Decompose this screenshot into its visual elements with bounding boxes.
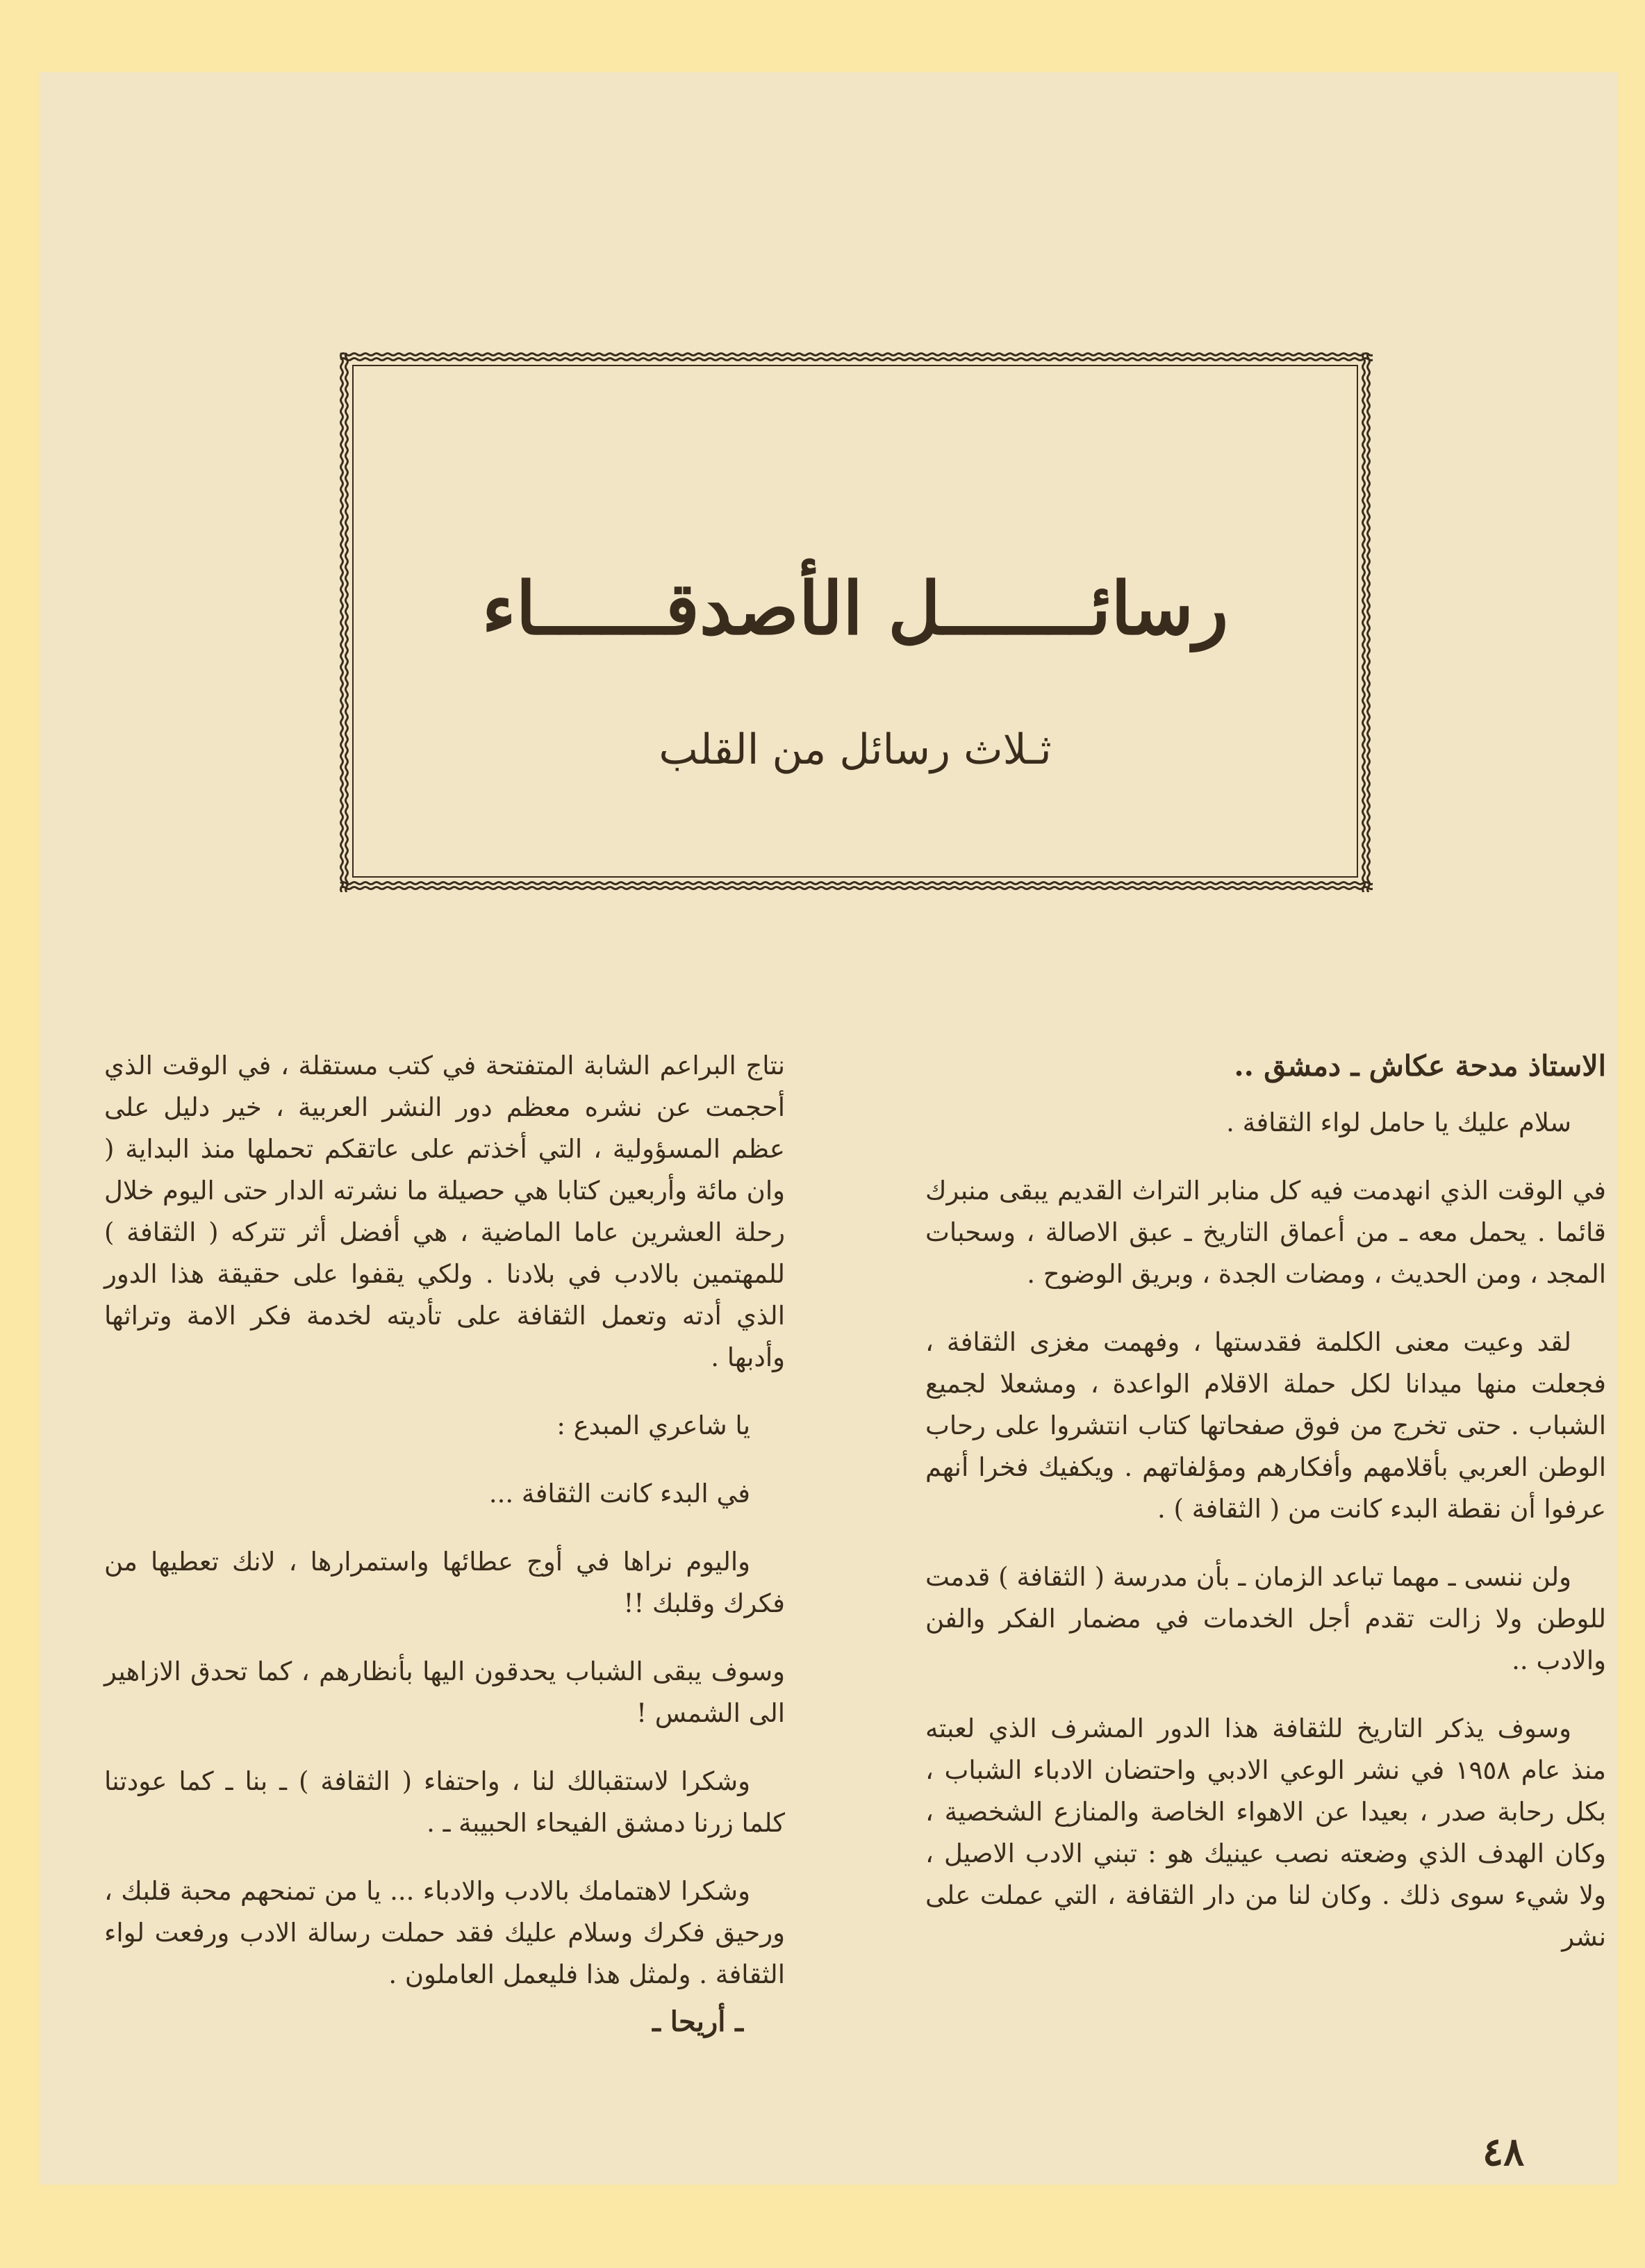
paragraph: وشكرا لاستقبالك لنا ، واحتفاء ( الثقافة ) ـ بنا ـ كما عودتنا كلما زرنا دمشق الفيحاء الحبيبة ـ . [104, 1766, 785, 1838]
left-column [104, 1045, 785, 2069]
page-title: رسائـــــــل الأصدقــــــاء [481, 566, 1229, 651]
right-column [925, 1045, 1606, 1984]
paragraph: سلام عليك يا حامل لواء الثقافة . [1226, 1108, 1571, 1137]
paragraph: في البدء كانت الثقافة ... [488, 1479, 750, 1509]
signature: ـ أريحا ـ [652, 2005, 743, 2038]
page-subtitle: ثـلاث رسائل من القلب [659, 725, 1052, 774]
page-number: ٤٨ [1482, 2129, 1525, 2175]
paragraph: واليوم نراها في أوج عطائها واستمرارها ، لانك تعطيها من فكرك وقلبك !! [104, 1547, 785, 1618]
paragraph: وشكرا لاهتمامك بالادب والادباء ... يا من تمنحهم محبة قلبك ، ورحيق فكرك وسلام عليك فقد حملت رسالة الادب ورفعت لواء الثقافة . ولمثل هذا فليعمل العاملون . [104, 1876, 785, 1989]
paragraph: ولن ننسى ـ مهما تباعد الزمان ـ بأن مدرسة ( الثقافة ) قدمت للوطن ولا زالت تقدم أجل الخدمات في مضمار الفكر والفن والادب .. [925, 1562, 1606, 1675]
magazine-page [39, 72, 1617, 2185]
paragraph: وسوف يبقى الشباب يحدقون اليها بأنظارهم ، كما تحدق الازاهير الى الشمس ! [104, 1657, 785, 1728]
title-frame [338, 350, 1373, 892]
paragraph: نتاج البراعم الشابة المتفتحة في كتب مستقلة ، في الوقت الذي أحجمت عن نشره معظم دور النشر العربية ، خير دليل على عظم المسؤولية ، التي أخذتم على عاتقكم تحملها منذ البداية ( وان مائة وأربعين كتابا هي حصيلة ما نشرته الدار حتى اليوم خلال رحلة العشرين عاما الماضية ، هي أفضل أثر تتركه ( الثقافة ) للمهتمين بالادب في بلادنا . ولكي يقفوا على حقيقة هذا الدور الذي أدته وتعمل الثقافة على تأديته لخدمة فكر الامة وتراثها وأدبها . [104, 1051, 785, 1372]
letter-heading: الاستاذ مدحة عكاش ـ دمشق .. [1234, 1049, 1606, 1083]
paragraph: يا شاعري المبدع : [556, 1411, 750, 1440]
paragraph: لقد وعيت معنى الكلمة فقدستها ، وفهمت مغزى الثقافة ، فجعلت منها ميدانا لكل حملة الاقلام الواعدة ، ومشعلا لجميع الشباب . حتى تخرج من فوق صفحاتها كتاب انتشروا على رحاب الوطن العربي بأقلامهم وأفكارهم ومؤلفاتهم . ويكفيك فخرا أنهم عرفوا أن نقطة البدء كانت من ( الثقافة ) . [925, 1327, 1606, 1524]
paragraph: وسوف يذكر التاريخ للثقافة هذا الدور المشرف الذي لعبته منذ عام ١٩٥٨ في نشر الوعي الادبي واحتضان الادباء الشباب ، بكل رحابة صدر ، بعيدا عن الاهواء الخاصة والمنازع الشخصية ، وكان الهدف الذي وضعته نصب عينيك هو : تبني الادب الاصيل ، ولا شيء سوى ذلك . وكان لنا من دار الثقافة ، التي عملت على نشر [925, 1714, 1607, 1952]
paragraph: في الوقت الذي انهدمت فيه كل منابر التراث القديم يبقى منبرك قائما . يحمل معه ـ من أعماق التاريخ ـ عبق الاصالة ، وسحبات المجد ، ومن الحديث ، ومضات الجدة ، وبريق الوضوح . [925, 1176, 1606, 1289]
